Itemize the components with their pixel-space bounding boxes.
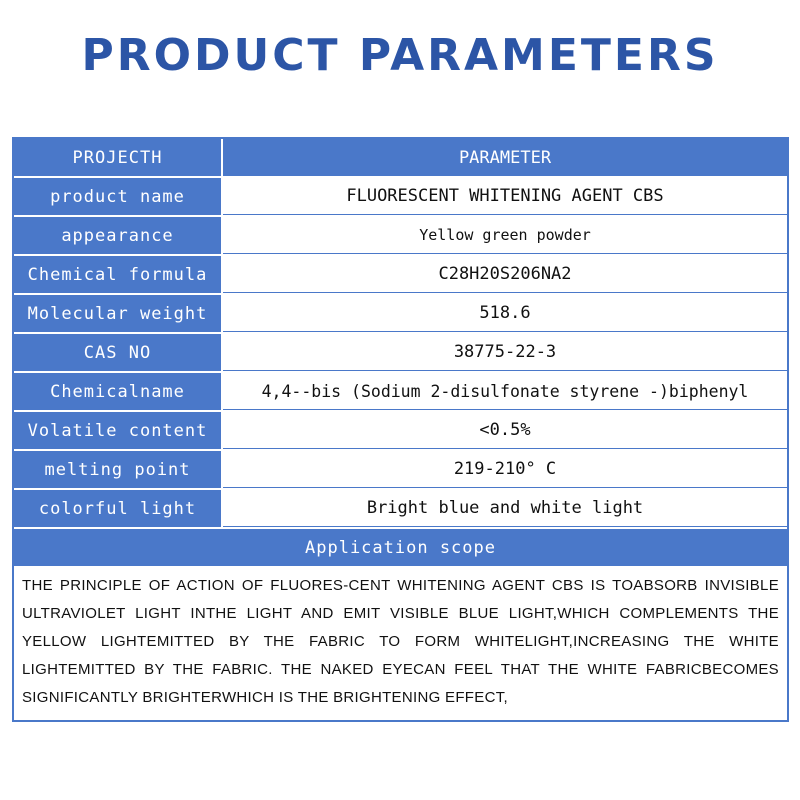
row-label: appearance bbox=[14, 217, 223, 254]
table-header-row bbox=[14, 139, 787, 178]
table-row bbox=[14, 295, 787, 334]
row-value: 518.6 bbox=[223, 295, 787, 332]
table-row bbox=[14, 217, 787, 256]
row-value: 219-210° C bbox=[223, 451, 787, 488]
row-label: Molecular weight bbox=[14, 295, 223, 332]
row-label: CAS NO bbox=[14, 334, 223, 371]
header-project: PROJECTH bbox=[14, 139, 223, 176]
application-scope-text: THE PRINCIPLE OF ACTION OF FLUORES-CENT WHITENING AGENT CBS IS TOABSORB INVISIBLE ULTRAVIOLET LIGHT INTHE LIGHT AND EMIT VISIBLE BLUE LIGHT,WHICH COMPLEMENTS THE YELLOW LIGHTEMITTED BY THE FABRIC TO FORM WHITELIGHT,INCREASING THE WHITE LIGHTEMITTED BY THE FABRIC. THE NAKED EYECAN FEEL THAT THE WHITE FABRICBECOMES SIGNIFICANTLY BRIGHTERWHICH IS THE BRIGHTENING EFFECT, bbox=[22, 577, 779, 706]
table-row bbox=[14, 178, 787, 217]
application-scope-heading: Application scope bbox=[14, 529, 787, 566]
row-label: colorful light bbox=[14, 490, 223, 527]
table-row bbox=[14, 412, 787, 451]
row-label: Chemicalname bbox=[14, 373, 223, 410]
table-row bbox=[14, 490, 787, 529]
header-parameter: PARAMETER bbox=[223, 139, 787, 176]
row-value: Bright blue and white light bbox=[223, 490, 787, 527]
row-label: melting point bbox=[14, 451, 223, 488]
row-value: FLUORESCENT WHITENING AGENT CBS bbox=[223, 178, 787, 215]
row-value: Yellow green powder bbox=[223, 217, 787, 254]
table-row bbox=[14, 451, 787, 490]
row-label: Chemical formula bbox=[14, 256, 223, 293]
table-row bbox=[14, 256, 787, 295]
table-row bbox=[14, 334, 787, 373]
row-value: 38775-22-3 bbox=[223, 334, 787, 371]
row-value: 4,4--bis (Sodium 2-disulfonate styrene -)biphenyl bbox=[223, 373, 787, 410]
row-value: <0.5% bbox=[223, 412, 787, 449]
row-label: Volatile content bbox=[14, 412, 223, 449]
parameters-table bbox=[12, 137, 789, 722]
page-title: PRODUCT PARAMETERS bbox=[81, 30, 719, 81]
table-row bbox=[14, 373, 787, 412]
row-value: C28H20S206NA2 bbox=[223, 256, 787, 293]
row-label: product name bbox=[14, 178, 223, 215]
